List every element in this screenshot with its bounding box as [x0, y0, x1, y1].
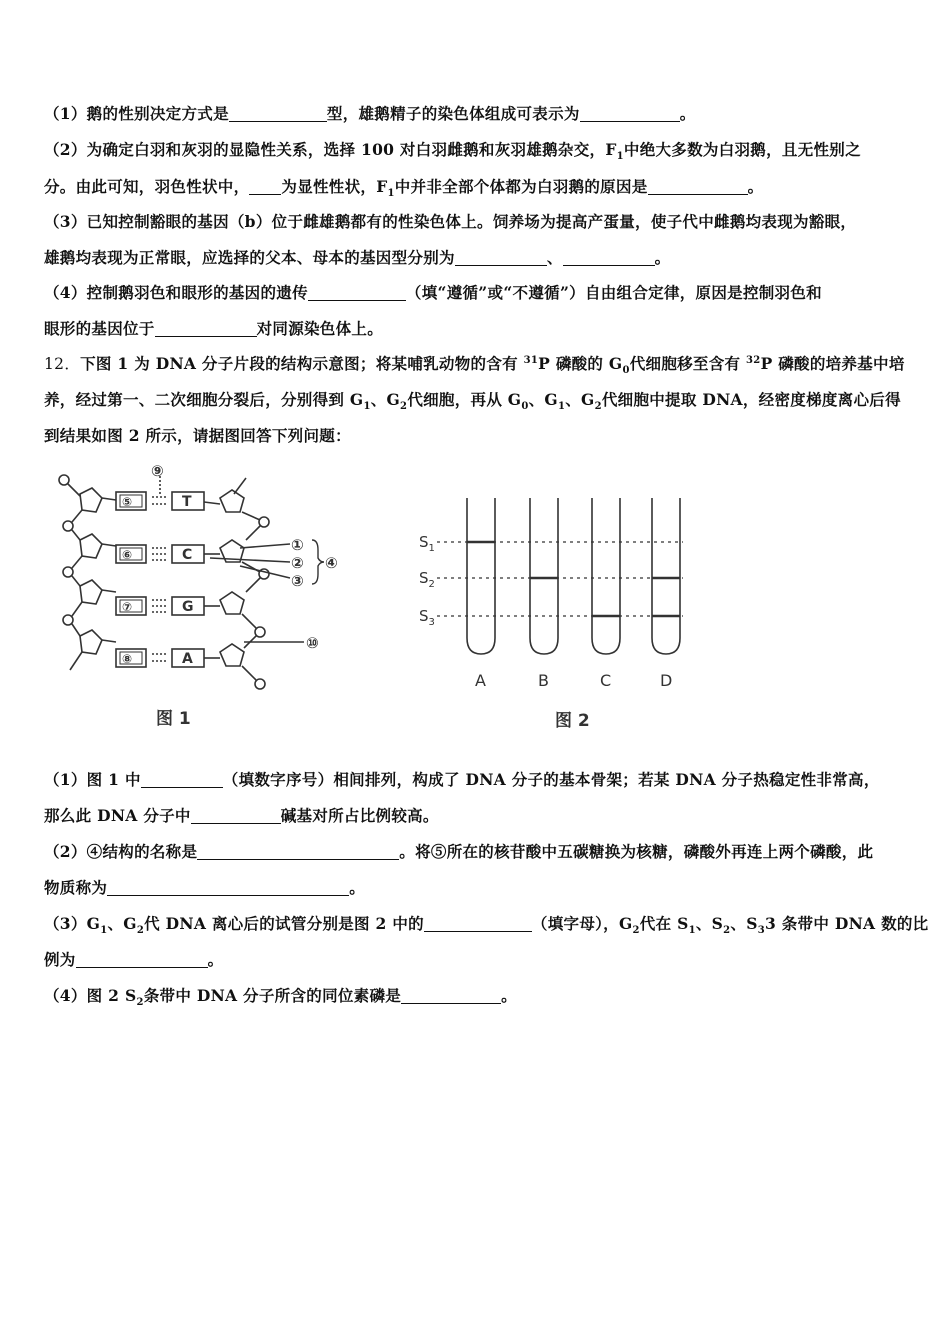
- q12-stem-line3: 到结果如图 2 所示，请据图回答下列问题：: [44, 426, 351, 445]
- left-backbone: [59, 475, 116, 670]
- q12-stem-line2: 养，经过第一、二次细胞分裂后，分别得到 $G_1$、$G_2$代细胞，再从 $G_0$、$G_1$、$G_2$代细胞中提取 DNA，经密度梯度离心后得: [44, 390, 901, 413]
- q11-part1: （1）鹅的性别决定方式是 型，雄鹅精子的染色体组成可表示为 。: [44, 104, 696, 123]
- q12-sub3-line2: 例为 。: [44, 950, 224, 969]
- pair-label: ⑤: [122, 495, 133, 509]
- tube-D: [652, 498, 680, 654]
- answer-blank[interactable]: [155, 321, 257, 338]
- callout-label: ⑨: [151, 462, 164, 480]
- callout-label: ⑩: [306, 634, 319, 652]
- q12-sub1-line1: （1）图 1 中 （填数字序号）相间排列，构成了 DNA 分子的基本骨架；若某 DNA 分子热稳定性非常高，: [44, 770, 880, 789]
- answer-blank[interactable]: [249, 179, 281, 196]
- tube-label: B: [538, 671, 549, 690]
- callout-label: ①: [291, 536, 304, 554]
- answer-blank[interactable]: [580, 106, 680, 123]
- answer-blank[interactable]: [563, 250, 655, 267]
- band-guides: [437, 542, 683, 616]
- answer-blank[interactable]: [424, 916, 532, 933]
- answer-blank[interactable]: [648, 179, 748, 196]
- callout-label: ④: [325, 554, 338, 572]
- base-label: A: [182, 651, 193, 667]
- q11-part4-line2: 眼形的基因位于 对同源染色体上。: [44, 319, 384, 338]
- right-backbone: [204, 478, 269, 689]
- answer-blank[interactable]: [229, 106, 327, 123]
- pair-label: ⑥: [122, 548, 133, 562]
- tube-label: D: [660, 671, 673, 690]
- answer-blank[interactable]: [141, 772, 223, 789]
- answer-blank[interactable]: [76, 952, 208, 969]
- base-label: C: [182, 547, 193, 563]
- q12-sub2-line1: （2）④结构的名称是 。将⑤所在的核苷酸中五碳糖换为核糖，磷酸外再连上两个磷酸，此: [44, 842, 874, 861]
- answer-blank[interactable]: [308, 285, 406, 302]
- band-label-s1: $S_1$: [419, 533, 435, 554]
- callout-label: ③: [291, 572, 304, 590]
- figure-1-caption: 图 1: [156, 709, 191, 729]
- q11-part4-line1: （4）控制鹅羽色和眼形的基因的遗传 （填“遵循”或“不遵循”）自由组合定律，原因是控制羽色和: [44, 283, 822, 302]
- q12-sub2-line2: 物质称为 。: [44, 878, 366, 897]
- band-label-s2: $S_2$: [419, 569, 435, 590]
- q12-sub3-line1: $(3)G_1$、$G_2$代 DNA 离心后的试管分别是图 2 中的 （填字母），$G_2$代在 $S_1$、$S_2$、$S_33$ 条带中 DNA 数的比: [44, 914, 929, 937]
- tube-A: [467, 498, 495, 654]
- base-label: T: [182, 494, 192, 510]
- q11-part3-line2: 雄鹅均表现为正常眼，应选择的父本、母本的基因型分别为 、 。: [44, 248, 671, 267]
- q11-part2-line2: 分。由此可知，羽色性状中， 为显性性状，$F_1$中并非全部个体都为白羽鹅的原因是 。: [44, 177, 764, 200]
- answer-blank[interactable]: [401, 988, 501, 1005]
- pair-label: ⑦: [122, 600, 133, 614]
- callout-label: ②: [291, 554, 304, 572]
- tube-B: [530, 498, 558, 654]
- q11-part2-line1: （2）为确定白羽和灰羽的显隐性关系，选择 100 对白羽雌鹅和灰羽雄鹅杂交，$F_1$中绝大多数为白羽鹅，且无性别之: [44, 140, 861, 163]
- answer-blank[interactable]: [455, 250, 547, 267]
- base-label: G: [182, 599, 194, 615]
- q12-sub1-line2: 那么此 DNA 分子中 碱基对所占比例较高。: [44, 806, 439, 825]
- figure-2-caption: 图 2: [555, 711, 590, 731]
- figure-2-centrifuge-tubes: [415, 488, 705, 737]
- band-label-s3: $S_3$: [419, 607, 435, 628]
- figure-1-dna-structure: [50, 458, 350, 737]
- q11-part3-line1: （3）已知控制豁眼的基因（b）位于雌雄鹅都有的性染色体上。饲养场为提高产蛋量，使子代中雌鹅均表现为豁眼，: [44, 212, 857, 231]
- answer-blank[interactable]: [107, 880, 349, 897]
- answer-blank[interactable]: [191, 808, 281, 825]
- answer-blank[interactable]: [197, 844, 399, 861]
- tube-C: [592, 498, 620, 654]
- q12-stem-line1: 12．下图 1 为 DNA 分子片段的结构示意图；将某哺乳动物的含有 $^{31}$P 磷酸的 $G_0$代细胞移至含有 $^{32}$P 磷酸的培养基中培: [44, 354, 905, 377]
- q12-sub4: （4）图 2 $S_2$条带中 DNA 分子所含的同位素磷是 。: [44, 986, 517, 1009]
- tube-label: A: [475, 671, 486, 690]
- tube-label: C: [600, 671, 612, 690]
- pair-label: ⑧: [122, 652, 133, 666]
